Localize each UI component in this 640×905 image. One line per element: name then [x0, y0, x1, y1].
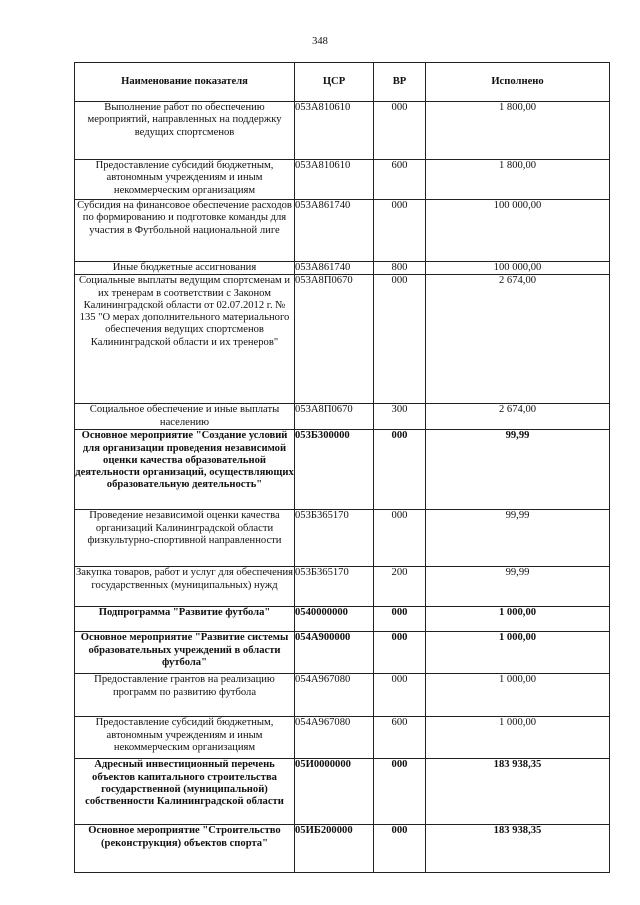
row-csr: 053Б365170 — [295, 567, 374, 607]
row-executed: 1 000,00 — [426, 717, 610, 759]
row-executed: 183 938,35 — [426, 825, 610, 873]
row-executed: 1 800,00 — [426, 160, 610, 200]
row-executed: 99,99 — [426, 510, 610, 567]
row-executed: 1 000,00 — [426, 674, 610, 717]
row-name: Подпрограмма "Развитие футбола" — [75, 607, 295, 632]
row-csr: 05ИБ200000 — [295, 825, 374, 873]
row-executed: 183 938,35 — [426, 759, 610, 825]
row-executed: 1 000,00 — [426, 632, 610, 674]
row-vr: 800 — [374, 262, 426, 275]
budget-table — [74, 62, 610, 873]
table-row — [75, 510, 610, 567]
table-row — [75, 632, 610, 674]
row-csr: 054А967080 — [295, 717, 374, 759]
row-csr: 054А900000 — [295, 632, 374, 674]
row-name: Основное мероприятие "Создание условий для организации проведения независимой оценки качества образовательной деятельности организаций, осуществляющих образовательную деятельность" — [75, 430, 295, 510]
header-executed: Исполнено — [426, 63, 610, 102]
row-name: Социальные выплаты ведущим спортсменам и их тренерам в соответствии с Законом Калининградской области от 02.07.2012 г. № 135 "О мерах дополнительного материального обеспечения ведущих спортсменов Калининградской области и их тренеров" — [75, 275, 295, 404]
row-vr: 000 — [374, 825, 426, 873]
row-name: Иные бюджетные ассигнования — [75, 262, 295, 275]
row-name: Социальное обеспечение и иные выплаты населению — [75, 404, 295, 430]
row-vr: 000 — [374, 510, 426, 567]
row-executed: 1 800,00 — [426, 102, 610, 160]
table-row — [75, 200, 610, 262]
row-vr: 000 — [374, 759, 426, 825]
row-executed: 99,99 — [426, 567, 610, 607]
row-csr: 053Б300000 — [295, 430, 374, 510]
row-executed: 1 000,00 — [426, 607, 610, 632]
row-vr: 600 — [374, 717, 426, 759]
row-name: Предоставление грантов на реализацию программ по развитию футбола — [75, 674, 295, 717]
row-executed: 2 674,00 — [426, 275, 610, 404]
row-name: Основное мероприятие "Строительство (реконструкция) объектов спорта" — [75, 825, 295, 873]
row-vr: 000 — [374, 607, 426, 632]
table-row — [75, 404, 610, 430]
table-row — [75, 262, 610, 275]
row-executed: 100 000,00 — [426, 262, 610, 275]
row-vr: 200 — [374, 567, 426, 607]
header-vr: ВР — [374, 63, 426, 102]
row-executed: 2 674,00 — [426, 404, 610, 430]
table-row — [75, 102, 610, 160]
table-header-row — [75, 63, 610, 102]
table-row — [75, 607, 610, 632]
row-csr: 053А810610 — [295, 160, 374, 200]
row-csr: 054А967080 — [295, 674, 374, 717]
row-vr: 000 — [374, 200, 426, 262]
row-csr: 053А8П0670 — [295, 275, 374, 404]
row-vr: 000 — [374, 430, 426, 510]
row-csr: 053А810610 — [295, 102, 374, 160]
row-name: Адресный инвестиционный перечень объектов капитального строительства государственной (муниципальной) собственности Калининградской области — [75, 759, 295, 825]
table-body — [75, 102, 610, 873]
header-csr: ЦСР — [295, 63, 374, 102]
header-name: Наименование показателя — [75, 63, 295, 102]
row-name: Закупка товаров, работ и услуг для обеспечения государственных (муниципальных) нужд — [75, 567, 295, 607]
row-csr: 053А861740 — [295, 262, 374, 275]
row-name: Проведение независимой оценки качества организаций Калининградской области физкультурно-спортивной направленности — [75, 510, 295, 567]
row-csr: 053А8П0670 — [295, 404, 374, 430]
row-csr: 053А861740 — [295, 200, 374, 262]
row-csr: 0540000000 — [295, 607, 374, 632]
table-row — [75, 759, 610, 825]
row-vr: 000 — [374, 674, 426, 717]
page-number: 348 — [312, 36, 328, 47]
row-csr: 05И0000000 — [295, 759, 374, 825]
row-name: Предоставление субсидий бюджетным, автономным учреждениям и иным некоммерческим организациям — [75, 160, 295, 200]
row-vr: 000 — [374, 102, 426, 160]
row-name: Субсидия на финансовое обеспечение расходов по формированию и подготовке команды для участия в Футбольной национальной лиге — [75, 200, 295, 262]
row-vr: 000 — [374, 632, 426, 674]
row-csr: 053Б365170 — [295, 510, 374, 567]
row-executed: 100 000,00 — [426, 200, 610, 262]
row-executed: 99,99 — [426, 430, 610, 510]
table-row — [75, 674, 610, 717]
table-row — [75, 567, 610, 607]
row-name: Предоставление субсидий бюджетным, автономным учреждениям и иным некоммерческим организациям — [75, 717, 295, 759]
table-row — [75, 825, 610, 873]
table-row — [75, 717, 610, 759]
row-name: Выполнение работ по обеспечению мероприятий, направленных на поддержку ведущих спортсменов — [75, 102, 295, 160]
row-vr: 000 — [374, 275, 426, 404]
table-row — [75, 430, 610, 510]
table-row — [75, 275, 610, 404]
row-vr: 300 — [374, 404, 426, 430]
table-row — [75, 160, 610, 200]
row-name: Основное мероприятие "Развитие системы образовательных учреждений в области футбола" — [75, 632, 295, 674]
row-vr: 600 — [374, 160, 426, 200]
